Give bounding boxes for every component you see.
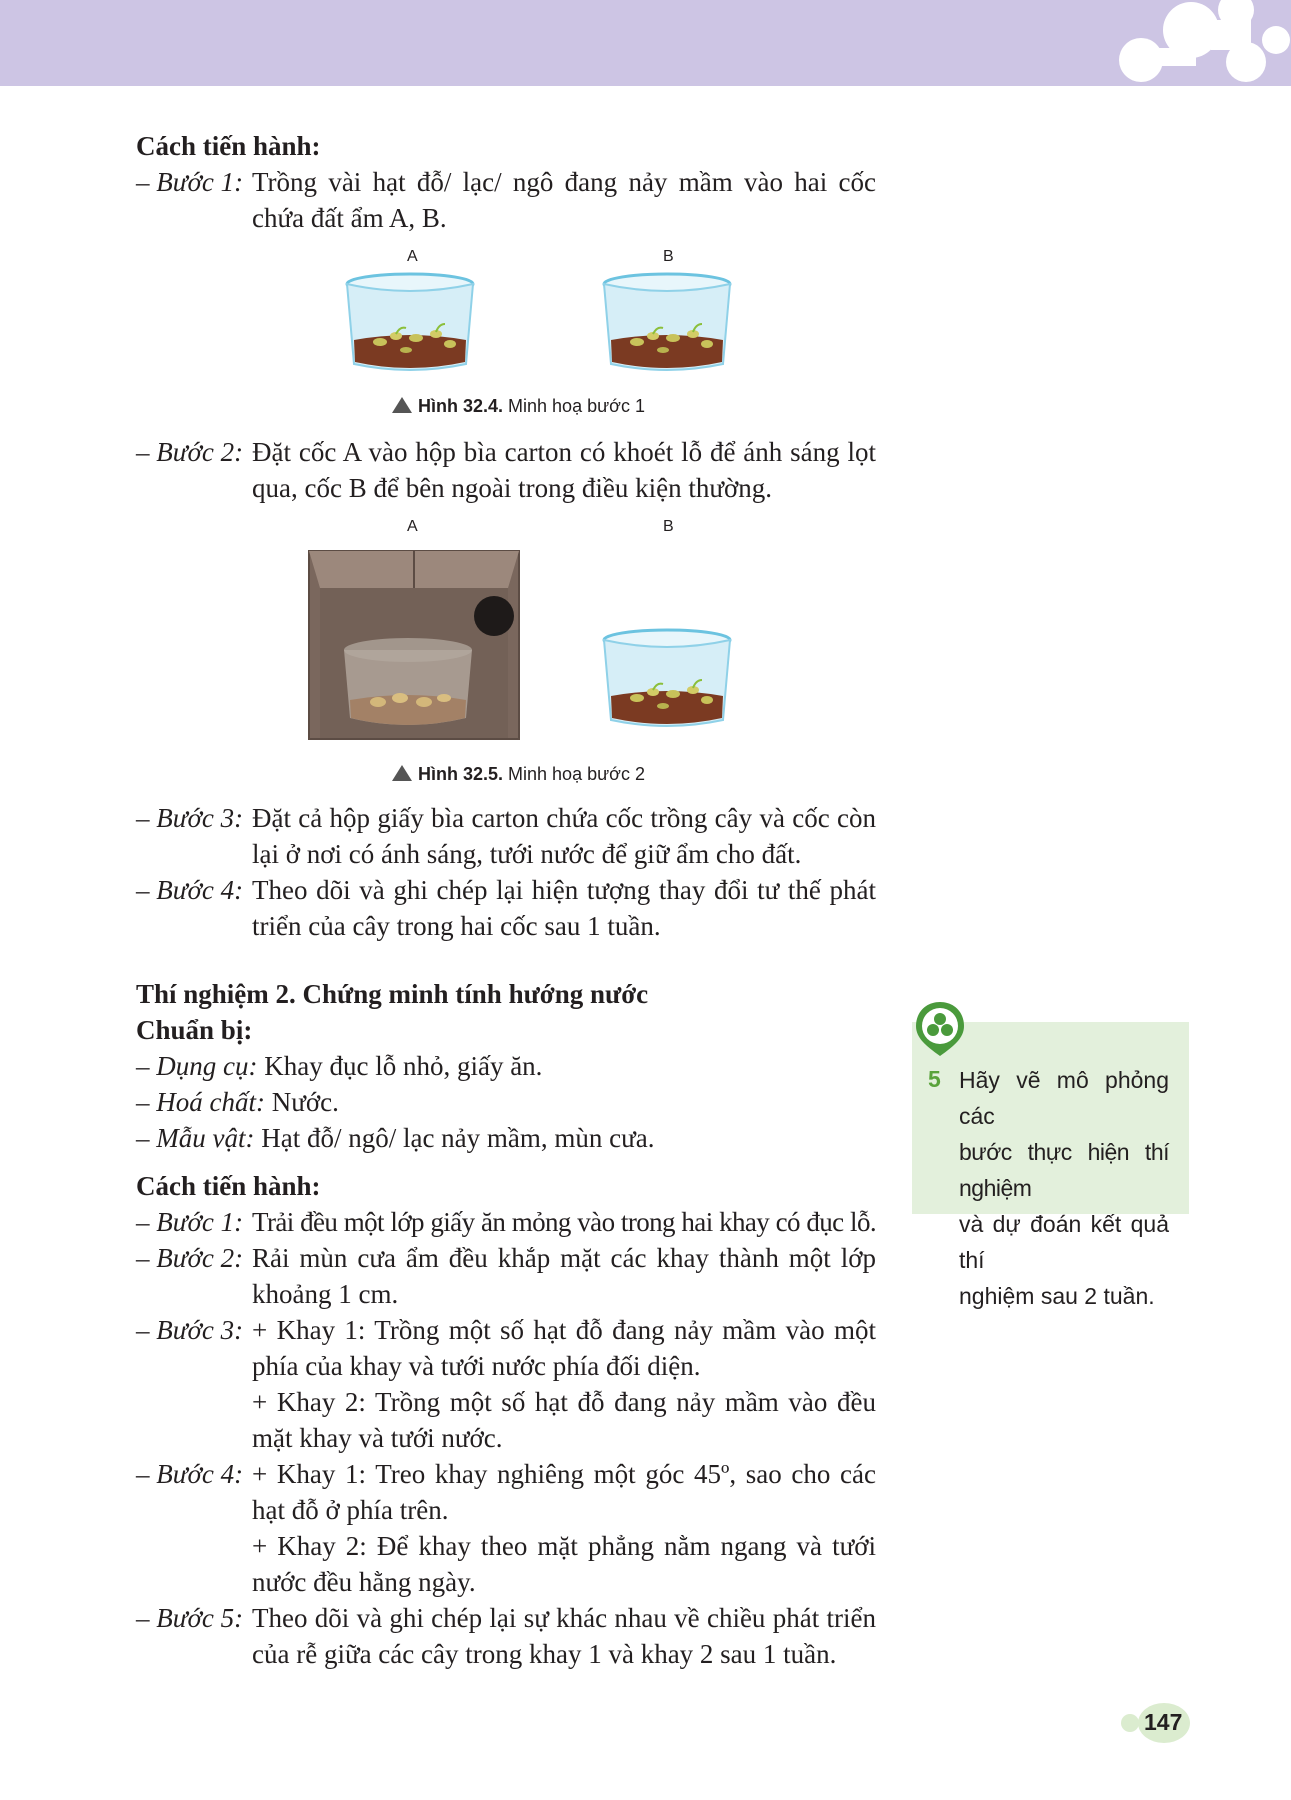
note-line: nghiệm sau 2 tuần. (959, 1283, 1155, 1309)
step-label: – Bước 1: (136, 1207, 244, 1237)
note-line: và dự đoán kết quả thí (959, 1211, 1169, 1273)
triangle-marker-icon (392, 397, 412, 413)
step-line: mặt khay và tưới nước. (252, 1423, 503, 1453)
step-label: – Bước 4: (136, 1459, 244, 1489)
step-line: hạt đỗ ở phía trên. (252, 1495, 449, 1525)
caption-number: Hình 32.5. (418, 764, 504, 784)
prep-text: Nước. (264, 1087, 339, 1117)
side-note-text (959, 1062, 1169, 1314)
step-label: – Bước 1: (136, 167, 244, 197)
question-pin-icon (914, 1000, 966, 1058)
exp2-step-1 (136, 1204, 876, 1240)
prep-text: Khay đục lỗ nhỏ, giấy ăn. (257, 1051, 543, 1081)
step-line: chứa đất ẩm A, B. (252, 203, 447, 233)
step-line: phía của khay và tưới nước phía đối diện. (252, 1351, 701, 1381)
preparation-heading: Chuẩn bị: (136, 1015, 253, 1045)
step-line: khoảng 1 cm. (252, 1279, 399, 1309)
exp2-step-5 (136, 1600, 876, 1672)
experiment-2-title: Thí nghiệm 2. Chứng minh tính hướng nước (136, 979, 649, 1009)
step-label: – Bước 5: (136, 1603, 244, 1633)
figure-label-a: A (407, 518, 418, 535)
procedure-heading-1: Cách tiến hành: (136, 131, 321, 161)
step-line: + Khay 1: Trồng một số hạt đỗ đang nảy mầm vào một (252, 1315, 876, 1345)
exp2-step-3 (136, 1312, 876, 1456)
step-1 (136, 164, 876, 236)
step-line: Đặt cả hộp giấy bìa carton chứa cốc trồng cây và cốc còn (252, 803, 876, 833)
step-line: Theo dõi và ghi chép lại sự khác nhau về chiều phát triển (252, 1603, 876, 1633)
step-label: – Bước 3: (136, 1315, 244, 1345)
figure-label-a: A (407, 248, 418, 265)
carton-box-illustration (308, 550, 520, 740)
step-line: + Khay 1: Treo khay nghiêng một góc 45º, sao cho các (252, 1459, 876, 1489)
prep-chemicals (136, 1084, 339, 1120)
step-label: – Bước 4: (136, 875, 244, 905)
caption-text: Minh hoạ bước 1 (503, 396, 645, 416)
figure-caption-1 (392, 396, 645, 417)
cup-b-illustration (601, 272, 733, 378)
exp2-step-4 (136, 1456, 876, 1600)
figure-caption-2 (392, 764, 645, 785)
prep-label: – Dụng cụ: (136, 1051, 258, 1081)
step-2 (136, 434, 876, 506)
prep-text: Hạt đỗ/ ngô/ lạc nảy mầm, mùn cưa. (254, 1123, 655, 1153)
step-line: qua, cốc B để bên ngoài trong điều kiện thường. (252, 473, 773, 503)
caption-number: Hình 32.4. (418, 396, 504, 416)
header-band (0, 0, 1291, 86)
step-line: Theo dõi và ghi chép lại hiện tượng thay đổi tư thế phát (252, 875, 876, 905)
step-line: nước đều hằng ngày. (252, 1567, 476, 1597)
step-3 (136, 800, 876, 872)
step-4 (136, 872, 876, 944)
procedure-heading-2: Cách tiến hành: (136, 1171, 321, 1201)
step-line: lại ở nơi có ánh sáng, tưới nước để giữ ẩm cho đất. (252, 839, 802, 869)
exp2-step-2 (136, 1240, 876, 1312)
step-label: – Bước 3: (136, 803, 244, 833)
step-line: Trải đều một lớp giấy ăn mỏng vào trong hai khay có đục lỗ. (252, 1207, 876, 1237)
step-line: của rễ giữa các cây trong khay 1 và khay 2 sau 1 tuần. (252, 1639, 837, 1669)
cup-b-illustration (601, 628, 733, 734)
prep-samples (136, 1120, 655, 1156)
step-label: – Bước 2: (136, 1243, 244, 1273)
prep-label: – Hoá chất: (136, 1087, 265, 1117)
step-line: + Khay 2: Để khay theo mặt phẳng nằm ngang và tưới (252, 1531, 876, 1561)
figure-label-b: B (663, 518, 674, 535)
triangle-marker-icon (392, 765, 412, 781)
prep-tools (136, 1048, 542, 1084)
note-line: Hãy vẽ mô phỏng các (959, 1067, 1169, 1129)
note-number: 5 (928, 1066, 941, 1092)
prep-label: – Mẫu vật: (136, 1123, 255, 1153)
step-line: Đặt cốc A vào hộp bìa carton có khoét lỗ để ánh sáng lọt (252, 437, 876, 467)
step-line: Rải mùn cưa ẩm đều khắp mặt các khay thành một lớp (252, 1243, 876, 1273)
note-line: bước thực hiện thí nghiệm (959, 1139, 1169, 1201)
caption-text: Minh hoạ bước 2 (503, 764, 645, 784)
cup-a-illustration (344, 272, 476, 378)
decorative-blobs-icon (1061, 0, 1291, 86)
step-line: Trồng vài hạt đỗ/ lạc/ ngô đang nảy mầm vào hai cốc (252, 167, 876, 197)
page-number: 147 (1144, 1709, 1183, 1735)
step-line: triển của cây trong hai cốc sau 1 tuần. (252, 911, 661, 941)
step-line: + Khay 2: Trồng một số hạt đỗ đang nảy mầm vào đều (252, 1387, 876, 1417)
step-label: – Bước 2: (136, 437, 244, 467)
figure-label-b: B (663, 248, 674, 265)
